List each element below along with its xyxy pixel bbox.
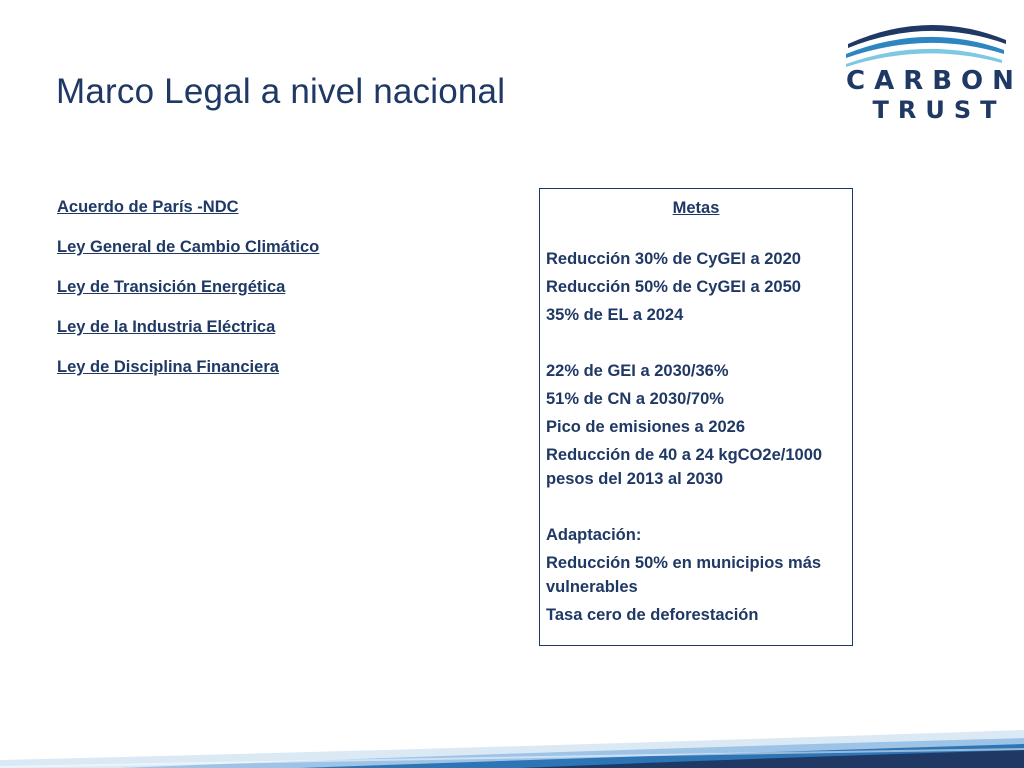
goal-line: Reducción de 40 a 24 kgCO2e/1000 pesos del 2013 al 2030: [546, 446, 823, 488]
goal-line: Reducción 50% en municipios más vulnerables: [546, 554, 822, 596]
goals-box: [539, 188, 853, 646]
link-ley-disciplina-financiera[interactable]: Ley de Disciplina Financiera: [57, 358, 279, 376]
goal-line: 51% de CN a 2030/70%: [546, 390, 724, 408]
link-ley-industria-electrica[interactable]: Ley de la Industria Eléctrica: [57, 318, 276, 336]
footer-swoosh-decoration: [0, 708, 1024, 768]
legal-framework-list: [57, 198, 319, 398]
goal-line: Reducción 30% de CyGEI a 2020: [546, 250, 801, 268]
goals-heading: Metas: [672, 199, 720, 217]
carbon-trust-logo: [838, 18, 1023, 128]
goal-line: Tasa cero de deforestación: [546, 606, 759, 624]
link-ley-transicion-energetica[interactable]: Ley de Transición Energética: [57, 278, 286, 296]
link-acuerdo-paris[interactable]: Acuerdo de París -NDC: [57, 198, 239, 216]
goal-line: Adaptación:: [546, 526, 642, 544]
list-item: [57, 278, 319, 318]
logo-arcs-icon: [838, 18, 1010, 68]
list-item: [57, 358, 319, 398]
list-item: [57, 238, 319, 278]
logo-text-trust: TRUST: [872, 96, 1006, 124]
goal-line: Reducción 50% de CyGEI a 2050: [546, 278, 801, 296]
list-item: [57, 198, 319, 238]
link-ley-cambio-climatico[interactable]: Ley General de Cambio Climático: [57, 238, 320, 256]
goal-line: 35% de EL a 2024: [546, 306, 684, 324]
goal-line: Pico de emisiones a 2026: [546, 418, 746, 436]
list-item: [57, 318, 319, 358]
slide-title: Marco Legal a nivel nacional: [56, 72, 506, 111]
goal-line: 22% de GEI a 2030/36%: [546, 362, 729, 380]
logo-text-carbon: CARBON: [846, 66, 1023, 96]
